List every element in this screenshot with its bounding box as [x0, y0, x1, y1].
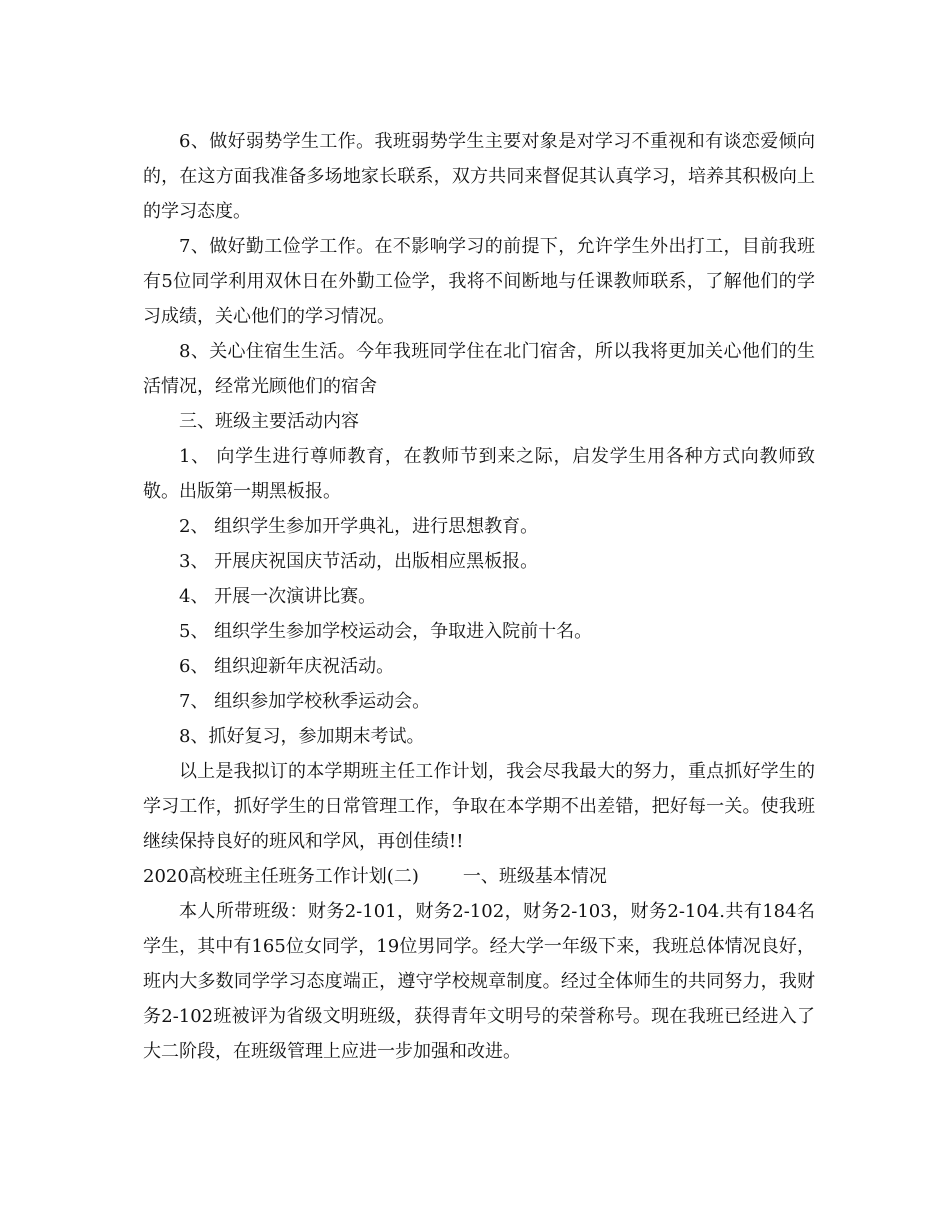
list-item-activity-2: 2、 组织学生参加开学典礼，进行思想教育。	[179, 516, 539, 537]
section-subtitle: 一、班级基本情况	[462, 866, 607, 887]
paragraph-weak-students: 6、做好弱势学生工作。我班弱势学生主要对象是对学习不重视和有谈恋爱倾向的，在这方面我准备多场地家长联系，双方共同来督促其认真学习，培养其积极向上的学习态度。	[143, 131, 815, 222]
document-title-line	[143, 859, 815, 894]
document-body	[143, 124, 815, 1069]
list-item-activity-1: 1、 向学生进行尊师教育，在教师节到来之际，启发学生用各种方式向教师致敬。出版第一期黑板报。	[143, 446, 815, 502]
list-item-activity-5: 5、 组织学生参加学校运动会，争取进入院前十名。	[179, 621, 593, 642]
paragraph-work-study: 7、做好勤工俭学工作。在不影响学习的前提下，允许学生外出打工，目前我班有5位同学利用双休日在外勤工俭学，我将不间断地与任课教师联系，了解他们的学习成绩，关心他们的学习情况。	[143, 236, 815, 327]
list-item-activity-8: 8、抓好复习，参加期末考试。	[179, 726, 425, 747]
list-item-activity-4: 4、 开展一次演讲比赛。	[179, 586, 377, 607]
paragraph-conclusion: 以上是我拟订的本学期班主任工作计划，我会尽我最大的努力，重点抓好学生的学习工作，抓好学生的日常管理工作，争取在本学期不出差错，把好每一关。使我班继续保持良好的班风和学风，再创佳绩!!	[143, 761, 815, 852]
document-title: 2020高校班主任班务工作计划(二)	[143, 866, 419, 887]
section-heading-activities: 三、班级主要活动内容	[179, 411, 359, 432]
list-item-activity-3: 3、 开展庆祝国庆节活动，出版相应黑板报。	[179, 551, 539, 572]
paragraph-class-info: 本人所带班级：财务2-101，财务2-102，财务2-103，财务2-104.共有184名学生，其中有165位女同学，19位男同学。经大学一年级下来，我班总体情况良好，班内大多数同学学习态度端正，遵守学校规章制度。经过全体师生的共同努力，我财务2-102班被评为省级文明班级，获得青年文明号的荣誉称号。现在我班已经进入了大二阶段，在班级管理上应进一步加强和改进。	[143, 901, 815, 1062]
paragraph-dorm-life: 8、关心住宿生生活。今年我班同学住在北门宿舍，所以我将更加关心他们的生活情况，经常光顾他们的宿舍	[143, 341, 815, 397]
list-item-activity-6: 6、 组织迎新年庆祝活动。	[179, 656, 395, 677]
list-item-activity-7: 7、 组织参加学校秋季运动会。	[179, 691, 431, 712]
